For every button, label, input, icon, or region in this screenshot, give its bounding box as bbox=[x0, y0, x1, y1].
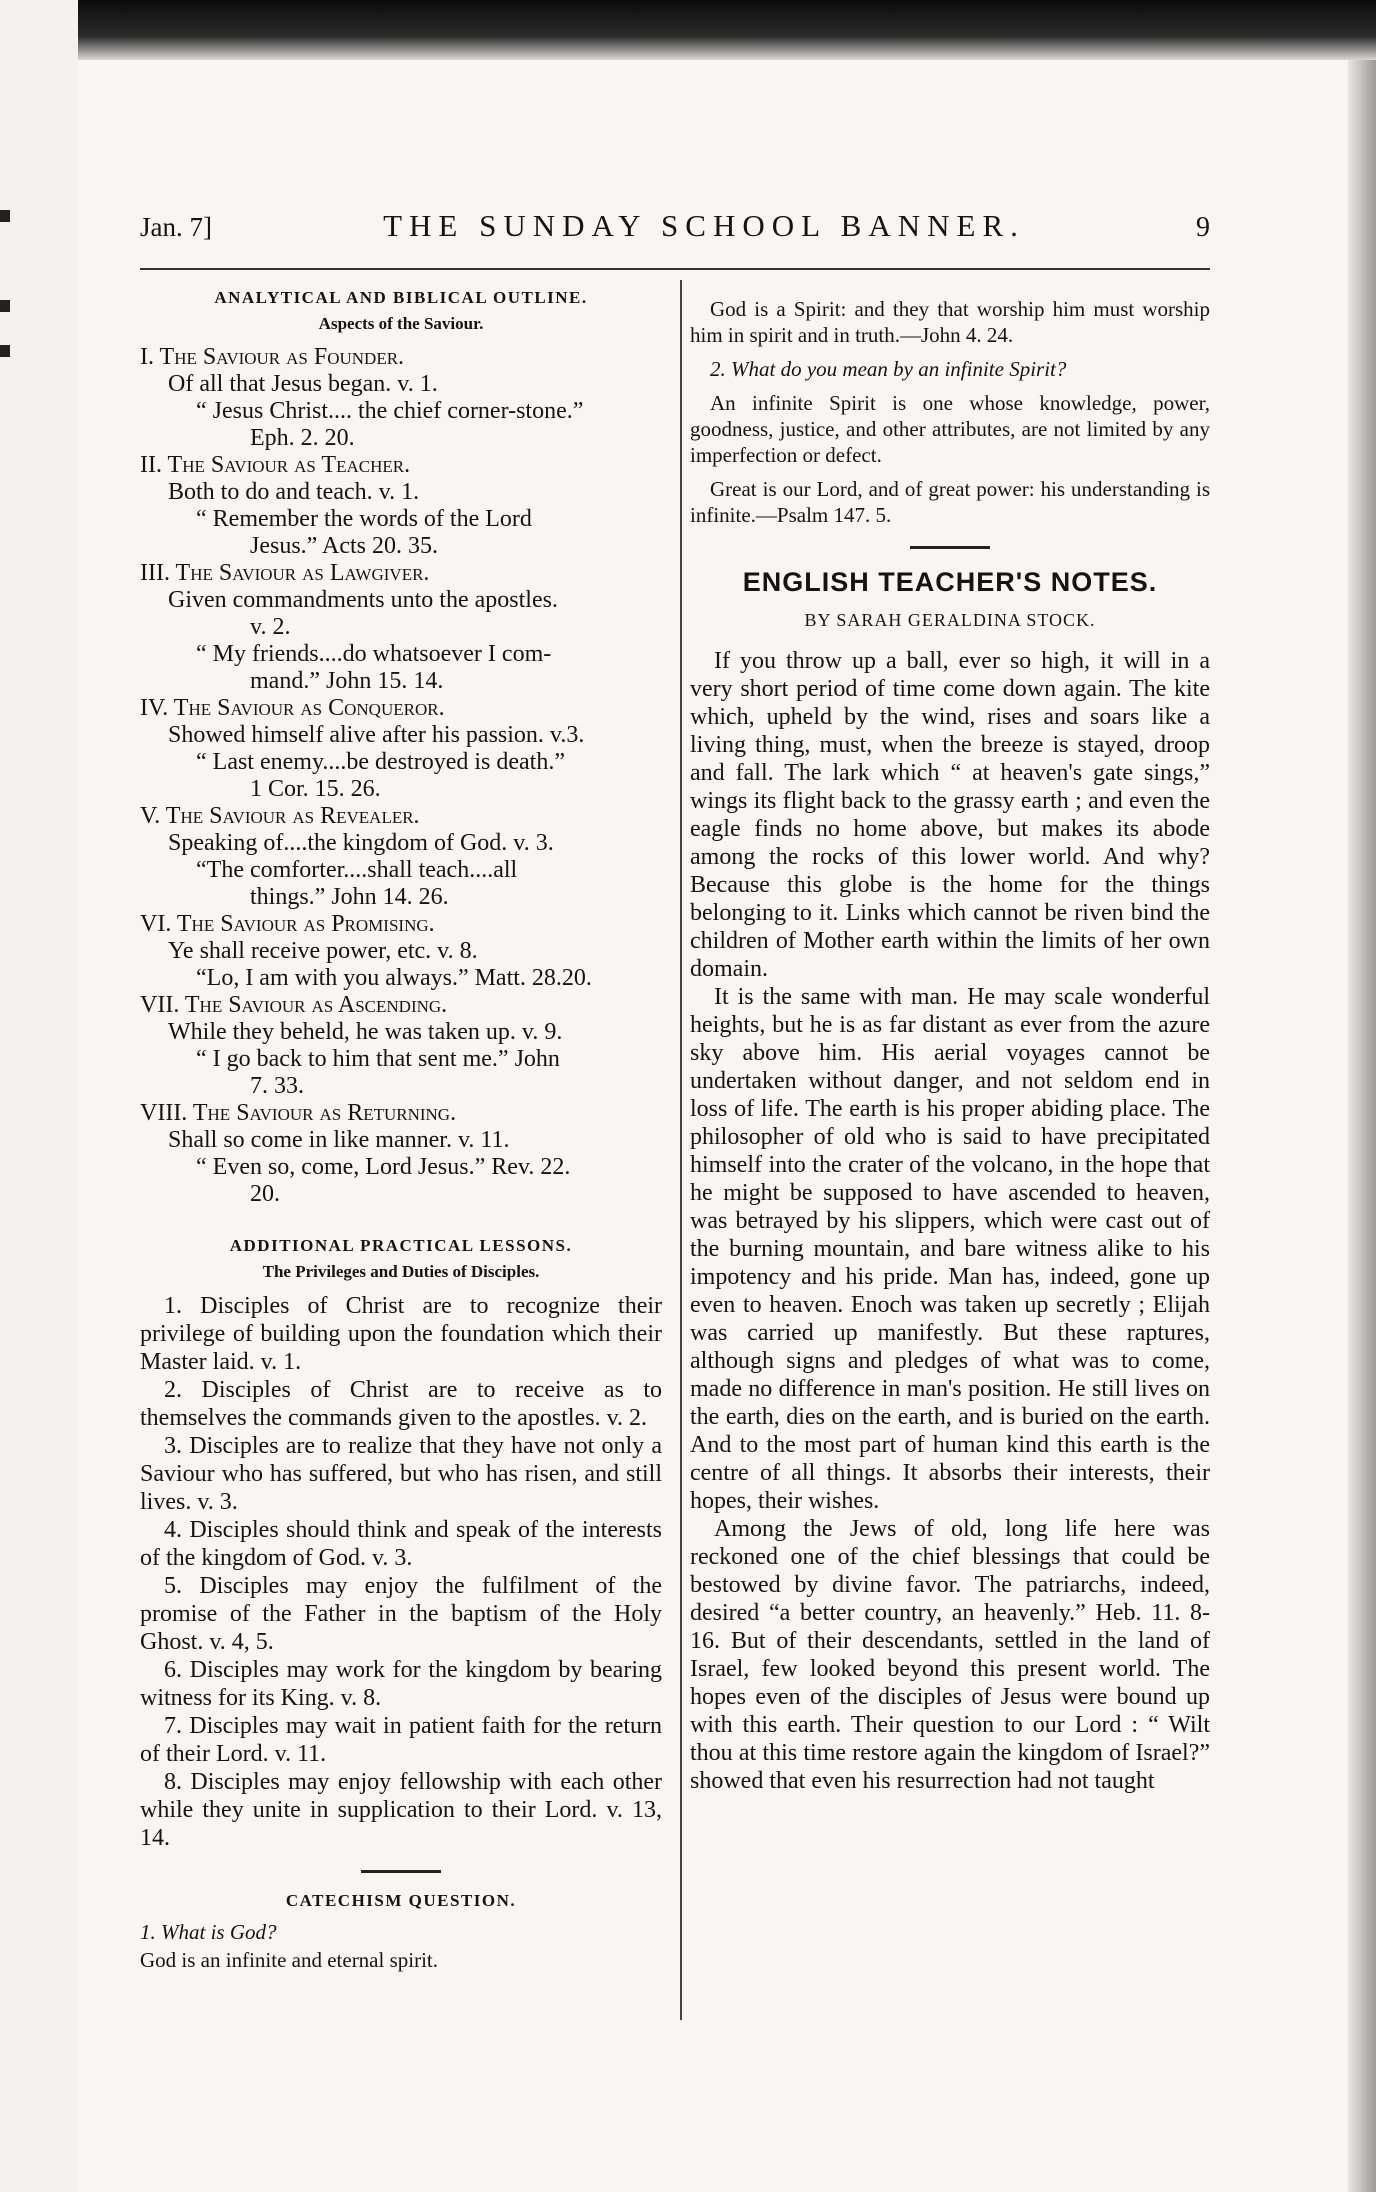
catechism-answer-1-scripture: God is a Spirit: and they that worship him must worship him in spirit and in truth.—John 4. 24. bbox=[690, 297, 1210, 347]
outline-line: 7. 33. bbox=[250, 1073, 304, 1099]
outline-line: Of all that Jesus began. v. 1. bbox=[168, 371, 438, 397]
right-column bbox=[690, 296, 1210, 1795]
lessons-subheading: The Privileges and Duties of Disciples. bbox=[262, 1262, 540, 1281]
outline-item-head: VI. The Saviour as Promising. bbox=[140, 911, 435, 937]
outline-line: Showed himself alive after his passion. v.3. bbox=[168, 722, 585, 748]
outline-item bbox=[140, 1100, 662, 1208]
outline-line: Given commandments unto the apostles. bbox=[168, 587, 558, 613]
notes-byline: BY SARAH GERALDINA STOCK. bbox=[804, 610, 1096, 630]
lesson-item: 2. Disciples of Christ are to receive as to themselves the commands given to the apostles. v. 2. bbox=[140, 1377, 662, 1431]
outline-item bbox=[140, 452, 662, 560]
outline-line: Eph. 2. 20. bbox=[250, 425, 355, 451]
outline-item-head: III. The Saviour as Lawgiver. bbox=[140, 560, 430, 586]
outline-line: things.” John 14. 26. bbox=[250, 884, 449, 910]
section-rule bbox=[910, 546, 990, 549]
left-column bbox=[140, 288, 662, 1981]
outline-item bbox=[140, 803, 662, 911]
outline-item-head: V. The Saviour as Revealer. bbox=[140, 803, 420, 829]
lesson-item: 1. Disciples of Christ are to recognize their privilege of building upon the foundation which their Master laid. v. 1. bbox=[140, 1293, 662, 1375]
outline-section bbox=[140, 344, 662, 1208]
column-divider bbox=[680, 280, 682, 2020]
outline-line: Ye shall receive power, etc. v. 8. bbox=[168, 938, 478, 964]
outline-item-head: I. The Saviour as Founder. bbox=[140, 344, 405, 370]
catechism-answer-1: God is an infinite and eternal spirit. bbox=[140, 1948, 439, 1972]
outline-item bbox=[140, 992, 662, 1100]
notes-title: ENGLISH TEACHER'S NOTES. bbox=[742, 567, 1158, 597]
catechism-answer-2-scripture: Great is our Lord, and of great power: his understanding is infinite.—Psalm 147. 5. bbox=[690, 477, 1210, 527]
catechism-answer-2: An infinite Spirit is one whose knowledge, power, goodness, justice, and other attributes, are not limited by any imperfection or defect. bbox=[690, 391, 1210, 467]
margin-mark bbox=[0, 345, 10, 357]
outline-item bbox=[140, 695, 662, 803]
outline-line: 20. bbox=[250, 1181, 280, 1207]
catechism-question-1: 1. What is God? bbox=[140, 1920, 277, 1944]
outline-item-head: II. The Saviour as Teacher. bbox=[140, 452, 411, 478]
outline-line: “ Even so, come, Lord Jesus.” Rev. 22. bbox=[196, 1154, 571, 1180]
outline-line: Jesus.” Acts 20. 35. bbox=[250, 533, 438, 559]
outline-line: “ I go back to him that sent me.” John bbox=[196, 1046, 560, 1072]
outline-item bbox=[140, 911, 662, 992]
notes-paragraph: It is the same with man. He may scale wonderful heights, but he is as far distant as ever from the azure sky above him. His aerial voyages cannot be undertaken without danger, and not seldom end in loss of life. The earth is his proper abiding place. The philosopher of old who is said to have precipitated himself into the crater of the volcano, in the hope that he might be supposed to have ascended to heaven, was betrayed by his slippers, which were cast out of the burning mountain, and bare witness alike to his impotency and his pride. Man has, indeed, gone up even to heaven. Enoch was taken up secretly ; Elijah was carried up manifestly. But these raptures, although signs and pledges of what was to come, made no difference in man's position. He still lives on the earth, dies on the earth, and is buried on the earth. And to the most part of human kind this earth is the centre of all things. It absorbs their interests, their hopes, their wishes. bbox=[690, 984, 1210, 1514]
outline-line: While they beheld, he was taken up. v. 9. bbox=[168, 1019, 563, 1045]
margin-mark bbox=[0, 300, 10, 312]
catechism-heading: CATECHISM QUESTION. bbox=[285, 1891, 517, 1910]
lessons-heading: ADDITIONAL PRACTICAL LESSONS. bbox=[229, 1236, 573, 1255]
page-edge-shadow bbox=[1348, 60, 1376, 2192]
lesson-item: 6. Disciples may work for the kingdom by bearing witness for its King. v. 8. bbox=[140, 1657, 662, 1711]
outline-line: Speaking of....the kingdom of God. v. 3. bbox=[168, 830, 554, 856]
outline-line: “ Remember the words of the Lord bbox=[196, 506, 532, 532]
adjacent-page-strip bbox=[0, 0, 83, 2192]
outline-line: Shall so come in like manner. v. 11. bbox=[168, 1127, 510, 1153]
catechism-question-2: 2. What do you mean by an infinite Spirit? bbox=[710, 357, 1067, 381]
lessons-list bbox=[140, 1292, 662, 1852]
lesson-item: 8. Disciples may enjoy fellowship with each other while they unite in supplication to their Lord. v. 13, 14. bbox=[140, 1769, 662, 1851]
lesson-item: 7. Disciples may wait in patient faith for the return of their Lord. v. 11. bbox=[140, 1713, 662, 1767]
outline-line: “Lo, I am with you always.” Matt. 28.20. bbox=[196, 965, 592, 991]
scan-shadow bbox=[78, 0, 1376, 60]
page-number: 9 bbox=[1196, 212, 1210, 243]
outline-line: “ My friends....do whatsoever I com- bbox=[196, 641, 552, 667]
outline-heading: ANALYTICAL AND BIBLICAL OUTLINE. bbox=[214, 288, 588, 307]
outline-item-head: VIII. The Saviour as Returning. bbox=[140, 1100, 457, 1126]
header-date: Jan. 7] bbox=[140, 212, 212, 242]
section-rule bbox=[361, 1870, 441, 1873]
outline-line: Both to do and teach. v. 1. bbox=[168, 479, 420, 505]
outline-item bbox=[140, 560, 662, 695]
outline-item-head: VII. The Saviour as Ascending. bbox=[140, 992, 448, 1018]
header-title: THE SUNDAY SCHOOL BANNER. bbox=[383, 208, 1025, 243]
outline-item bbox=[140, 344, 662, 452]
lesson-item: 4. Disciples should think and speak of the interests of the kingdom of God. v. 3. bbox=[140, 1517, 662, 1571]
outline-line: 1 Cor. 15. 26. bbox=[250, 776, 381, 802]
header-rule bbox=[140, 268, 1210, 270]
notes-paragraph: Among the Jews of old, long life here was reckoned one of the chief blessings that could be bestowed by divine favor. The patriarchs, indeed, desired “a better country, an heavenly.” Heb. 11. 8-16. But of their descendants, settled in the land of Israel, few looked beyond this present world. The hopes even of the disciples of Jesus were bound up with this earth. Their question to our Lord : “ Wilt thou at this time restore again the kingdom of Israel?” showed that even his resurrection had not taught bbox=[690, 1516, 1210, 1794]
outline-item-head: IV. The Saviour as Conqueror. bbox=[140, 695, 445, 721]
notes-paragraph: If you throw up a ball, ever so high, it will in a very short period of time come down again. The kite which, upheld by the wind, rises and soars like a living thing, must, when the breeze is stayed, droop and fall. The lark which “ at heaven's gate sings,” wings its flight back to the grassy earth ; and even the eagle finds no home above, but makes its abode among the rocks of this lower world. And why? Because this globe is the home for the things belonging to it. Links which cannot be riven bind the children of Mother earth within the limits of her own domain. bbox=[690, 648, 1210, 982]
margin-mark bbox=[0, 210, 10, 222]
lesson-item: 5. Disciples may enjoy the fulfilment of the promise of the Father in the baptism of the Holy Ghost. v. 4, 5. bbox=[140, 1573, 662, 1655]
outline-line: mand.” John 15. 14. bbox=[250, 668, 444, 694]
outline-subheading: Aspects of the Saviour. bbox=[318, 314, 484, 333]
lesson-item: 3. Disciples are to realize that they have not only a Saviour who has suffered, but who has risen, and still lives. v. 3. bbox=[140, 1433, 662, 1515]
outline-line: “The comforter....shall teach....all bbox=[196, 857, 518, 883]
outline-line: “ Jesus Christ.... the chief corner-stone.” bbox=[196, 398, 584, 424]
outline-line: “ Last enemy....be destroyed is death.” bbox=[196, 749, 565, 775]
running-header bbox=[140, 208, 1210, 248]
outline-line: v. 2. bbox=[250, 614, 291, 640]
